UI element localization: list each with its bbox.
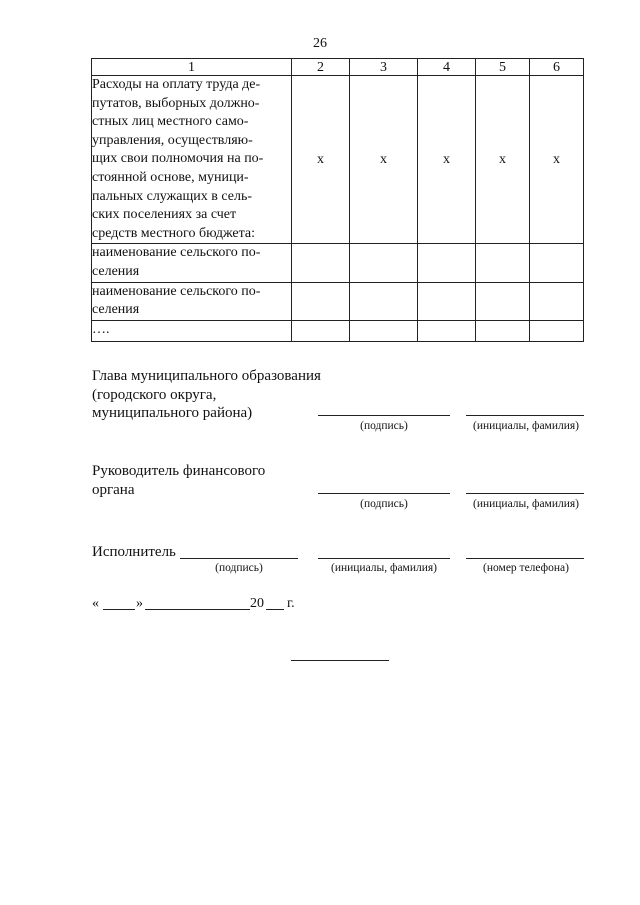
date-year-field[interactable]: [266, 609, 284, 610]
finance-name-caption: (инициалы, фамилия): [472, 498, 580, 510]
finance-signature-line[interactable]: [318, 493, 450, 494]
table-cell: [292, 320, 350, 341]
date-year-prefix: 20: [250, 596, 264, 611]
date-close-quote: »: [136, 596, 143, 611]
head-name-line[interactable]: [466, 415, 584, 416]
cell-mark: х: [530, 76, 584, 244]
settlement-description: [92, 282, 292, 320]
table-cell: [530, 320, 584, 341]
description-line: наименование сельского по-: [92, 245, 261, 261]
description-line: Расходы на оплату труда де-: [92, 77, 261, 92]
description-line: щих свои полномочия на по-: [92, 151, 264, 167]
table-cell: [476, 320, 530, 341]
cell-mark: х: [476, 76, 530, 244]
head-signatory-title: Глава муниципального образования (городского округа, муниципального района): [92, 368, 321, 422]
settlement-description: [92, 244, 292, 282]
budget-table: [91, 58, 584, 342]
table-row-expenses: [92, 76, 584, 244]
table-row-settlement: [92, 282, 584, 320]
executor-signature-caption: (подпись): [215, 562, 263, 574]
cell-mark: х: [350, 76, 418, 244]
description-line: стных лиц местного само-: [92, 114, 249, 130]
cell-mark: х: [418, 76, 476, 244]
date-day-field[interactable]: [103, 609, 135, 610]
executor-signature-line[interactable]: [180, 558, 298, 559]
table-row-settlement: [92, 244, 584, 282]
description-line: стоянной основе, муници-: [92, 169, 249, 185]
finance-signatory-title: Руководитель финансового органа: [92, 463, 266, 498]
page-number: 26: [313, 36, 327, 51]
table-cell: [350, 244, 418, 282]
executor-label: Исполнитель: [92, 544, 176, 560]
head-signature-line[interactable]: [318, 415, 450, 416]
column-header-6: 6: [530, 59, 584, 76]
column-header-5: 5: [476, 59, 530, 76]
executor-phone-caption: (номер телефона): [483, 562, 569, 574]
table-row-ellipsis: [92, 320, 584, 341]
column-header-1: 1: [92, 59, 292, 76]
table-cell: [418, 244, 476, 282]
table-cell: [350, 320, 418, 341]
column-header-4: 4: [418, 59, 476, 76]
description-line: пальных служащих в сель-: [92, 188, 253, 204]
description-line: ских поселениях за счет: [92, 207, 237, 223]
description-line: путатов, выборных должно-: [92, 95, 260, 111]
description-line: селения: [92, 263, 140, 279]
closing-rule: [291, 660, 389, 661]
expenses-description: [92, 76, 292, 244]
finance-signature-caption: (подпись): [360, 498, 408, 510]
table-cell: [418, 320, 476, 341]
executor-name-line[interactable]: [318, 558, 450, 559]
description-line: селения: [92, 302, 140, 318]
table-cell: [530, 282, 584, 320]
column-header-3: 3: [350, 59, 418, 76]
table-cell: [530, 244, 584, 282]
description-line: управления, осуществляю-: [92, 132, 253, 148]
description-line: наименование сельского по-: [92, 283, 261, 299]
ellipsis-description: [92, 320, 292, 341]
date-year-suffix: г.: [287, 596, 295, 611]
table-header-row: [92, 59, 584, 76]
date-month-field[interactable]: [145, 609, 250, 610]
table-cell: [418, 282, 476, 320]
executor-name-caption: (инициалы, фамилия): [330, 562, 438, 574]
table-cell: [476, 282, 530, 320]
table-cell: [292, 282, 350, 320]
cell-mark: х: [292, 76, 350, 244]
description-line: ….: [92, 321, 110, 337]
date-open-quote: «: [92, 596, 99, 611]
head-signature-caption: (подпись): [360, 420, 408, 432]
table-cell: [476, 244, 530, 282]
description-line: средств местного бюджета:: [92, 225, 256, 241]
finance-name-line[interactable]: [466, 493, 584, 494]
table-cell: [292, 244, 350, 282]
executor-phone-line[interactable]: [466, 558, 584, 559]
table-cell: [350, 282, 418, 320]
head-name-caption: (инициалы, фамилия): [472, 420, 580, 432]
column-header-2: 2: [292, 59, 350, 76]
